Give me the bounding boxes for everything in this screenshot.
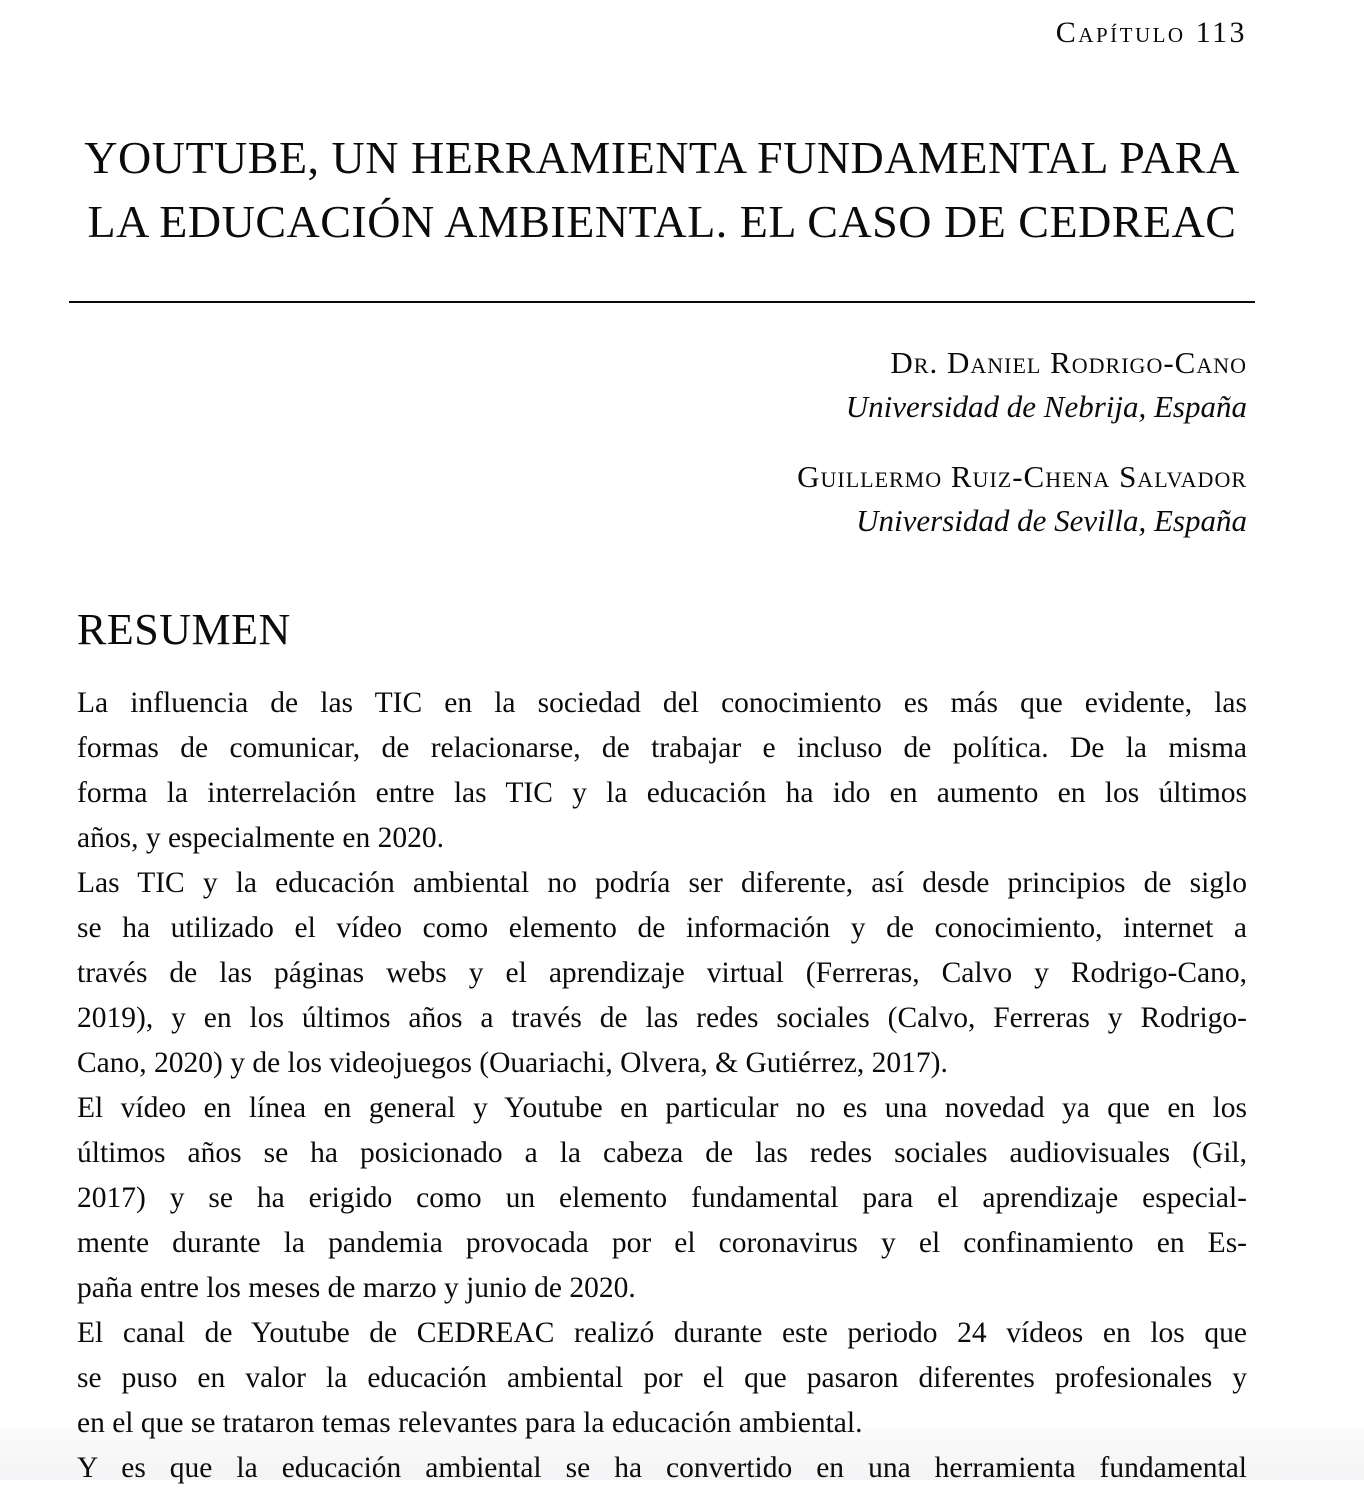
author-entry [77,459,1247,539]
chapter-label: Capítulo 113 [1055,16,1247,49]
title-divider [69,301,1255,303]
text-line: El vídeo en línea en general y Youtube en particular no es una novedad ya que en los [77,1092,1247,1124]
paragraph [77,1086,1247,1311]
text-line: forma la interrelación entre las TIC y la educación ha ido en aumento en los últimos [77,777,1247,809]
abstract-body [77,681,1247,1491]
text-line: Cano, 2020) y de los videojuegos (Ouariachi, Olvera, & Gutiérrez, 2017). [77,1047,948,1079]
text-line: paña entre los meses de marzo y junio de 2020. [77,1272,636,1304]
author-affiliation: Universidad de Sevilla, España [856,503,1247,538]
text-line: años, y especialmente en 2020. [77,822,444,854]
text-line: se ha utilizado el vídeo como elemento de información y de conocimiento, internet a [77,912,1247,944]
author-entry [77,345,1247,425]
paragraph [77,861,1247,1086]
text-line: Y es que la educación ambiental se ha convertido en una herramienta fundamental [77,1452,1247,1484]
page-title-line-1: YOUTUBE, UN HERRAMIENTA FUNDAMENTAL PARA [84,132,1240,183]
text-line: mente durante la pandemia provocada por el coronavirus y el confinamiento en Es- [77,1227,1247,1259]
document-page [0,14,1364,1491]
text-line: formas de comunicar, de relacionarse, de trabajar e incluso de política. De la misma [77,732,1247,764]
text-line: La influencia de las TIC en la sociedad del conocimiento es más que evidente, las [77,687,1247,719]
text-line: 2017) y se ha erigido como un elemento fundamental para el aprendizaje especial- [77,1182,1247,1214]
text-line: 2019), y en los últimos años a través de las redes sociales (Calvo, Ferreras y Rodrigo- [77,1002,1247,1034]
author-name: Guillermo Ruiz-Chena Salvador [797,459,1247,494]
author-name: Dr. Daniel Rodrigo-Cano [890,345,1247,380]
paragraph [77,1311,1247,1446]
text-line: últimos años se ha posicionado a la cabeza de las redes sociales audiovisuales (Gil, [77,1137,1247,1169]
section-heading-resumen: RESUMEN [77,605,291,654]
paragraph-partial [77,1446,1247,1491]
text-line: El canal de Youtube de CEDREAC realizó durante este periodo 24 vídeos en los que [77,1317,1247,1349]
text-line: se puso en valor la educación ambiental por el que pasaron diferentes profesionales y [77,1362,1247,1394]
author-affiliation: Universidad de Nebrija, España [845,389,1247,424]
page-title [77,126,1247,254]
text-line: través de las páginas webs y el aprendizaje virtual (Ferreras, Calvo y Rodrigo-Cano, [77,957,1247,989]
page-title-line-2: LA EDUCACIÓN AMBIENTAL. EL CASO DE CEDREAC [87,196,1237,247]
authors-block [77,345,1247,539]
text-line: en el que se trataron temas relevantes para la educación ambiental. [77,1407,863,1439]
paragraph [77,681,1247,861]
text-line: Las TIC y la educación ambiental no podría ser diferente, así desde principios de siglo [77,867,1247,899]
